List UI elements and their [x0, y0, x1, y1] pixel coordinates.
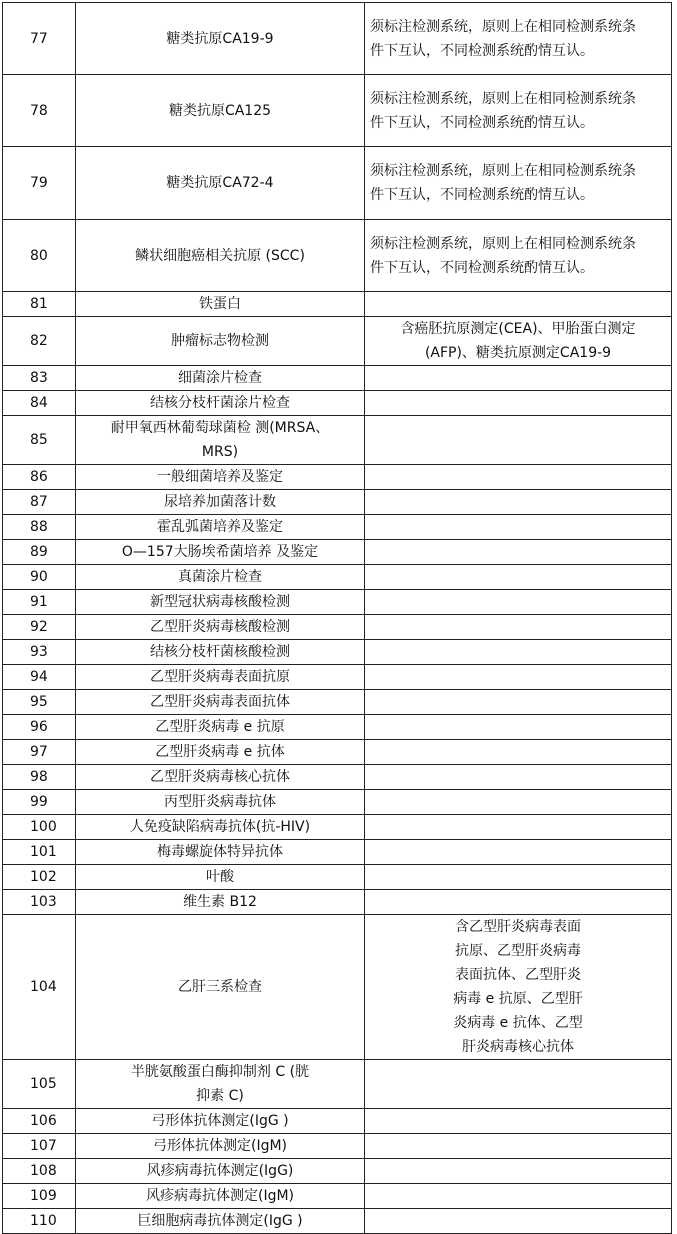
item-name-cell — [76, 292, 365, 317]
table-row — [3, 317, 672, 366]
item-name-cell — [76, 515, 365, 540]
item-name-cell — [76, 790, 365, 815]
item-note: 须标注检测系统，原则上在相同检测系统条 件下互认，不同检测系统酌情互认。 — [370, 18, 636, 59]
item-name-cell — [76, 1184, 365, 1209]
row-number: 87 — [3, 490, 76, 515]
row-number: 90 — [3, 565, 76, 590]
table-row — [3, 391, 672, 416]
item-name: 一般细菌培养及鉴定 — [157, 469, 283, 485]
item-name: 乙型肝炎病毒核心抗体 — [150, 769, 290, 785]
row-number: 79 — [3, 147, 76, 220]
table-row — [3, 1060, 672, 1109]
note-cell — [365, 75, 672, 147]
note-cell — [365, 490, 672, 515]
item-name-cell — [76, 490, 365, 515]
table-row — [3, 815, 672, 840]
item-name-cell — [76, 565, 365, 590]
row-number: 85 — [3, 416, 76, 465]
row-number: 108 — [3, 1159, 76, 1184]
item-name-cell — [76, 615, 365, 640]
item-name-cell — [76, 740, 365, 765]
note-cell — [365, 147, 672, 220]
row-number: 83 — [3, 366, 76, 391]
table-row — [3, 366, 672, 391]
note-cell — [365, 865, 672, 890]
item-note: 须标注检测系统，原则上在相同检测系统条 件下互认，不同检测系统酌情互认。 — [370, 163, 636, 203]
row-number: 109 — [3, 1184, 76, 1209]
note-cell — [365, 790, 672, 815]
table-row — [3, 765, 672, 790]
note-cell — [365, 590, 672, 615]
item-name-cell — [76, 1134, 365, 1159]
item-name: 细菌涂片检查 — [178, 370, 262, 386]
item-name: 耐甲氧西林葡萄球菌检 测(MRSA、 MRS) — [110, 420, 330, 460]
note-cell — [365, 715, 672, 740]
row-number: 77 — [3, 3, 76, 75]
row-number: 92 — [3, 615, 76, 640]
note-cell — [365, 640, 672, 665]
row-number: 82 — [3, 317, 76, 366]
table-row — [3, 416, 672, 465]
item-name: 叶酸 — [206, 869, 234, 885]
item-name: 糖类抗原CA19-9 — [166, 30, 274, 47]
item-name: 糖类抗原CA125 — [168, 102, 272, 119]
row-number: 103 — [3, 890, 76, 915]
note-cell — [365, 890, 672, 915]
note-cell — [365, 665, 672, 690]
table-row — [3, 1184, 672, 1209]
item-name-cell — [76, 1209, 365, 1234]
note-cell — [365, 366, 672, 391]
item-note: 须标注检测系统，原则上在相同检测系统条 件下互认，不同检测系统酌情互认。 — [370, 235, 636, 276]
table-row — [3, 690, 672, 715]
note-cell — [365, 515, 672, 540]
row-number: 84 — [3, 391, 76, 416]
table-row — [3, 1159, 672, 1184]
note-cell — [365, 220, 672, 292]
note-cell — [365, 840, 672, 865]
note-cell — [365, 765, 672, 790]
item-name: 霍乱弧菌培养及鉴定 — [157, 519, 283, 535]
item-note: 含癌胚抗原测定(CEA)、甲胎蛋白测定 (AFP)、糖类抗原测定CA19-9 — [400, 321, 636, 361]
table-row — [3, 840, 672, 865]
note-cell — [365, 615, 672, 640]
row-number: 94 — [3, 665, 76, 690]
table-row — [3, 147, 672, 220]
row-number: 86 — [3, 465, 76, 490]
table-row — [3, 665, 672, 690]
item-name-cell — [76, 3, 365, 75]
item-name-cell — [76, 220, 365, 292]
item-name-cell — [76, 815, 365, 840]
item-name-cell — [76, 317, 365, 366]
item-name-cell — [76, 915, 365, 1060]
table-row — [3, 565, 672, 590]
item-name: 乙型肝炎病毒 e 抗原 — [155, 719, 285, 735]
item-name-cell — [76, 147, 365, 220]
item-name: 风疹病毒抗体测定(IgM) — [145, 1188, 295, 1204]
item-name-cell — [76, 665, 365, 690]
table-row — [3, 465, 672, 490]
table-row — [3, 1134, 672, 1159]
row-number: 98 — [3, 765, 76, 790]
item-name: 尿培养加菌落计数 — [164, 494, 276, 510]
table-row — [3, 790, 672, 815]
row-number: 110 — [3, 1209, 76, 1234]
item-note: 须标注检测系统，原则上在相同检测系统条 件下互认，不同检测系统酌情互认。 — [370, 90, 636, 131]
note-cell — [365, 1134, 672, 1159]
row-number: 97 — [3, 740, 76, 765]
table-row — [3, 540, 672, 565]
item-name-cell — [76, 75, 365, 147]
item-name-cell — [76, 366, 365, 391]
item-name: 真菌涂片检查 — [178, 569, 262, 585]
note-cell — [365, 1159, 672, 1184]
item-name-cell — [76, 1109, 365, 1134]
row-number: 80 — [3, 220, 76, 292]
item-name: 维生素 B12 — [183, 894, 257, 910]
note-cell — [365, 815, 672, 840]
item-name-cell — [76, 640, 365, 665]
item-name-cell — [76, 1060, 365, 1109]
note-cell — [365, 3, 672, 75]
item-name-cell — [76, 465, 365, 490]
item-name: 铁蛋白 — [199, 296, 241, 312]
item-name: 弓形体抗体测定(IgG ) — [151, 1113, 289, 1129]
item-name-cell — [76, 416, 365, 465]
table-row — [3, 292, 672, 317]
row-number: 105 — [3, 1060, 76, 1109]
note-cell — [365, 391, 672, 416]
item-name: 结核分枝杆菌核酸检测 — [150, 644, 290, 660]
item-name-cell — [76, 590, 365, 615]
item-name: 乙型肝炎病毒核酸检测 — [150, 619, 290, 635]
note-cell — [365, 565, 672, 590]
item-name-cell — [76, 840, 365, 865]
item-name-cell — [76, 865, 365, 890]
note-cell — [365, 740, 672, 765]
note-cell — [365, 416, 672, 465]
item-name-cell — [76, 391, 365, 416]
table-row — [3, 3, 672, 75]
note-cell — [365, 1109, 672, 1134]
item-name: 丙型肝炎病毒抗体 — [164, 794, 276, 810]
row-number: 99 — [3, 790, 76, 815]
item-name: 人免疫缺陷病毒抗体(抗-HIV) — [129, 819, 311, 835]
table-body — [3, 3, 672, 1234]
row-number: 95 — [3, 690, 76, 715]
row-number: 89 — [3, 540, 76, 565]
item-name: 弓形体抗体测定(IgM) — [152, 1138, 288, 1154]
item-name: 乙肝三系检查 — [178, 979, 262, 995]
item-name-cell — [76, 765, 365, 790]
table-row — [3, 1209, 672, 1234]
item-name: 巨细胞病毒抗体测定(IgG ) — [137, 1213, 303, 1229]
item-name: O—157大肠埃希菌培养 及鉴定 — [121, 544, 319, 560]
item-name: 糖类抗原CA72-4 — [166, 175, 274, 191]
row-number: 101 — [3, 840, 76, 865]
table-row — [3, 590, 672, 615]
item-name: 乙型肝炎病毒表面抗原 — [150, 669, 290, 685]
table-row — [3, 220, 672, 292]
table-row — [3, 515, 672, 540]
table-row — [3, 915, 672, 1060]
item-name-cell — [76, 890, 365, 915]
item-name: 结核分枝杆菌涂片检查 — [150, 395, 290, 411]
note-cell — [365, 1184, 672, 1209]
note-cell — [365, 540, 672, 565]
row-number: 107 — [3, 1134, 76, 1159]
row-number: 91 — [3, 590, 76, 615]
table-row — [3, 1109, 672, 1134]
item-name: 新型冠状病毒核酸检测 — [150, 594, 290, 610]
item-name: 肿瘤标志物检测 — [171, 333, 269, 349]
item-name: 鳞状细胞癌相关抗原 (SCC) — [135, 247, 305, 264]
item-name-cell — [76, 715, 365, 740]
table-row — [3, 640, 672, 665]
note-cell — [365, 1209, 672, 1234]
row-number: 100 — [3, 815, 76, 840]
row-number: 93 — [3, 640, 76, 665]
row-number: 104 — [3, 915, 76, 1060]
note-cell — [365, 915, 672, 1060]
item-note: 含乙型肝炎病毒表面 抗原、乙型肝炎病毒 表面抗体、乙型肝炎 病毒 e 抗原、乙型肝 炎病毒 e 抗体、乙型 肝炎病毒核心抗体 — [453, 919, 583, 1055]
table-row — [3, 615, 672, 640]
row-number: 102 — [3, 865, 76, 890]
table-row — [3, 715, 672, 740]
table-row — [3, 865, 672, 890]
table-row — [3, 740, 672, 765]
row-number: 81 — [3, 292, 76, 317]
item-name: 梅毒螺旋体特异抗体 — [157, 844, 283, 860]
note-cell — [365, 292, 672, 317]
table-row — [3, 890, 672, 915]
item-name: 乙型肝炎病毒 e 抗体 — [155, 744, 285, 760]
note-cell — [365, 465, 672, 490]
note-cell — [365, 317, 672, 366]
test-items-table — [2, 2, 672, 1234]
table-row — [3, 490, 672, 515]
table-row — [3, 75, 672, 147]
item-name-cell — [76, 540, 365, 565]
item-name: 乙型肝炎病毒表面抗体 — [150, 694, 290, 710]
row-number: 78 — [3, 75, 76, 147]
note-cell — [365, 1060, 672, 1109]
row-number: 88 — [3, 515, 76, 540]
item-name: 风疹病毒抗体测定(IgG) — [146, 1163, 294, 1179]
item-name-cell — [76, 690, 365, 715]
row-number: 96 — [3, 715, 76, 740]
item-name: 半胱氨酸蛋白酶抑制剂 C (胱 抑素 C) — [130, 1064, 310, 1104]
item-name-cell — [76, 1159, 365, 1184]
note-cell — [365, 690, 672, 715]
row-number: 106 — [3, 1109, 76, 1134]
